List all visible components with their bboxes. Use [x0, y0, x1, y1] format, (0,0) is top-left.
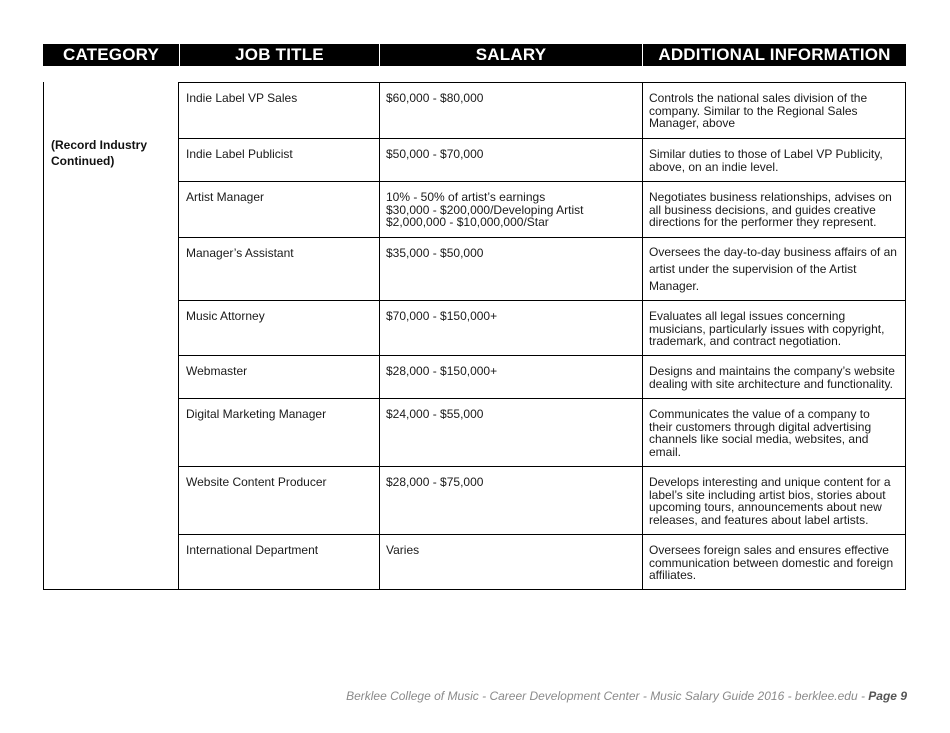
info-cell: [642, 182, 905, 237]
info-line: their customers through digital advertising: [649, 419, 872, 434]
info-cell: [642, 301, 905, 355]
job-title-cell: Webmaster: [186, 364, 248, 378]
info-line: upcoming tours, announcements about new: [649, 500, 882, 514]
info-line: directions for the performer they represent.: [649, 215, 877, 229]
salary-line: $35,000 - $50,000: [386, 246, 484, 260]
info-line: Evaluates all legal issues concerning: [649, 309, 846, 323]
info-cell: [642, 139, 905, 181]
info-line: email.: [649, 444, 682, 459]
category-label-line: (Record Industry: [51, 138, 148, 152]
footer-text: Berklee College of Music - Career Development Center - Music Salary Guide 2016 - berklee.edu -: [346, 689, 869, 703]
job-title-cell: International Department: [186, 543, 319, 557]
info-line: releases, and features about label artists.: [649, 512, 869, 527]
table-row: [179, 237, 906, 300]
info-line: Controls the national sales division of the: [649, 91, 868, 105]
info-cell: [642, 467, 905, 534]
info-line: company. Similar to the Regional Sales: [649, 103, 858, 118]
info-line: Oversees foreign sales and ensures effective: [649, 543, 889, 557]
salary-line: $30,000 - $200,000/Developing Artist: [386, 202, 584, 217]
header-category: CATEGORY: [62, 45, 160, 64]
info-line: above, on an indie level.: [649, 159, 779, 174]
info-cell: [642, 356, 905, 398]
salary-table: [43, 82, 906, 590]
info-line: affiliates.: [649, 568, 697, 582]
salary-cell: [379, 356, 642, 398]
info-line: Manager, above: [649, 116, 736, 130]
table-row: [179, 398, 906, 466]
job-title-cell: Manager’s Assistant: [186, 246, 294, 260]
table-row: [179, 138, 906, 181]
table-header: [43, 44, 906, 66]
salary-cell: [379, 238, 642, 300]
info-line: label’s site including artist bios, stories about: [649, 487, 886, 502]
salary-line: $24,000 - $55,000: [386, 407, 484, 421]
salary-line: $70,000 - $150,000+: [386, 309, 498, 323]
info-line: Negotiates business relationships, advises on: [649, 190, 892, 204]
salary-cell: [379, 301, 642, 355]
job-title-cell: Indie Label VP Sales: [186, 91, 298, 105]
info-line: channels like social media, websites, and: [649, 432, 869, 446]
table-row: [179, 534, 906, 590]
header-job-title: JOB TITLE: [235, 45, 324, 64]
salary-line: $60,000 - $80,000: [386, 91, 484, 105]
job-title-cell: Indie Label Publicist: [186, 147, 293, 161]
info-line: Develops interesting and unique content for a: [649, 475, 891, 489]
category-column: [43, 82, 179, 590]
info-cell: [642, 535, 905, 589]
table-row: [179, 300, 906, 355]
salary-cell: [379, 535, 642, 589]
info-line: dealing with site architecture and functionality.: [649, 376, 893, 391]
info-cell: [642, 83, 905, 138]
salary-cell: [379, 467, 642, 534]
info-line: all business decisions, and guides creative: [649, 202, 876, 217]
info-line: Manager.: [649, 279, 700, 293]
info-cell: [642, 238, 905, 300]
header-salary: SALARY: [475, 45, 547, 64]
job-title-cell: Website Content Producer: [186, 475, 327, 489]
info-line: Oversees the day-to-day business affairs of an: [649, 245, 897, 259]
info-line: artist under the supervision of the Artist: [649, 262, 857, 276]
info-line: trademark, and contract negotiation.: [649, 334, 842, 348]
salary-line: $28,000 - $75,000: [386, 475, 484, 489]
info-line: Designs and maintains the company’s website: [649, 364, 895, 378]
category-label: [51, 137, 176, 169]
info-line: Communicates the value of a company to: [649, 407, 870, 421]
job-title-cell: Artist Manager: [186, 190, 265, 204]
salary-cell: [379, 182, 642, 237]
page-number: Page 9: [868, 689, 907, 703]
header-additional-information: ADDITIONAL INFORMATION: [658, 45, 891, 64]
table-row: [179, 181, 906, 237]
page-footer: [346, 689, 907, 703]
table-row: [179, 82, 906, 138]
salary-line: $50,000 - $70,000: [386, 147, 484, 161]
table-row: [179, 355, 906, 398]
job-title-cell: Music Attorney: [186, 309, 265, 323]
salary-cell: [379, 139, 642, 181]
salary-cell: [379, 83, 642, 138]
info-line: communication between domestic and foreign: [649, 555, 894, 570]
salary-line: 10% - 50% of artist’s earnings: [386, 190, 546, 204]
category-label-line: Continued): [51, 154, 115, 168]
info-line: musicians, particularly issues with copyright,: [649, 321, 885, 336]
info-cell: [642, 399, 905, 466]
info-line: Similar duties to those of Label VP Publicity,: [649, 147, 883, 161]
salary-cell: [379, 399, 642, 466]
salary-line: $2,000,000 - $10,000,000/Star: [386, 215, 549, 229]
job-title-cell: Digital Marketing Manager: [186, 407, 327, 421]
salary-line: Varies: [386, 543, 420, 557]
salary-line: $28,000 - $150,000+: [386, 364, 498, 378]
table-row: [179, 466, 906, 534]
